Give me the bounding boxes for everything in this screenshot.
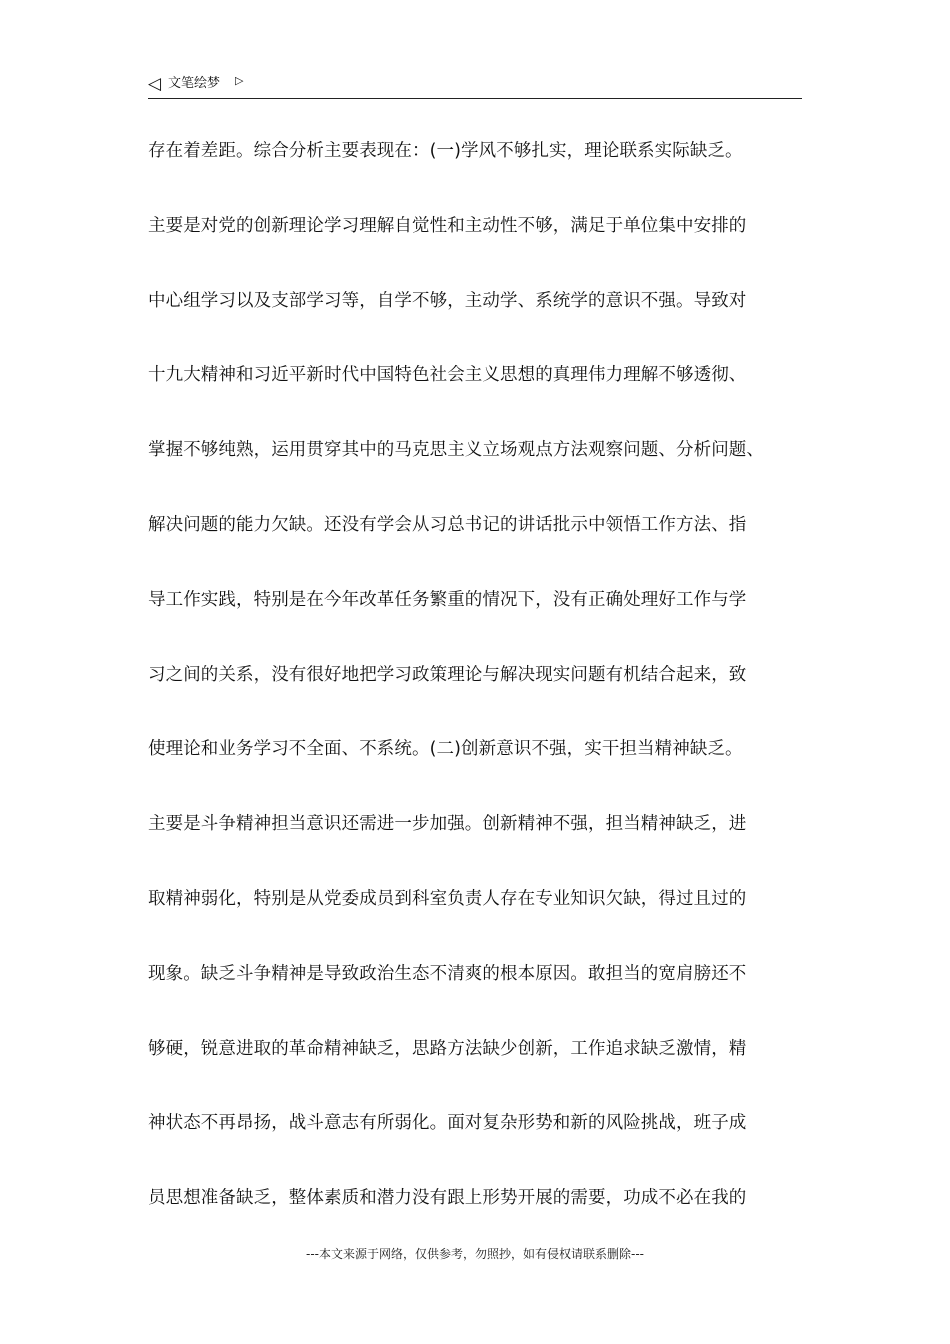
text-line: 够硬，锐意进取的革命精神缺乏，思路方法缺少创新，工作追求缺乏激情，精 (148, 1038, 747, 1059)
page-footer: ---本文来源于网络，仅供参考，勿照抄，如有侵权请联系删除--- (306, 1247, 644, 1261)
text-line: 导工作实践，特别是在今年改革任务繁重的情况下，没有正确处理好工作与学 (148, 589, 747, 610)
text-line: 取精神弱化，特别是从党委成员到科室负责人存在专业知识欠缺，得过且过的 (148, 888, 747, 909)
left-triangle-icon: ◁ (148, 74, 162, 94)
document-body (148, 134, 808, 1256)
text-line: 习之间的关系，没有很好地把学习政策理论与解决现实问题有机结合起来，致 (148, 664, 747, 685)
text-line: 使理论和业务学习不全面、不系统。(二)创新意识不强，实干担当精神缺乏。 (148, 739, 743, 760)
text-line: 现象。缺乏斗争精神是导致政治生态不清爽的根本原因。敢担当的宽肩膀还不 (148, 963, 747, 984)
text-line: 中心组学习以及支部学习等，自学不够，主动学、系统学的意识不强。导致对 (148, 290, 747, 311)
right-triangle-icon: ▷ (235, 74, 244, 87)
page-header (148, 72, 802, 99)
text-line: 掌握不够纯熟，运用贯穿其中的马克思主义立场观点方法观察问题、分析问题、 (148, 440, 764, 461)
text-line: 十九大精神和习近平新时代中国特色社会主义思想的真理伟力理解不够透彻、 (148, 365, 747, 386)
text-line: 员思想准备缺乏，整体素质和潜力没有跟上形势开展的需要，功成不必在我的 (148, 1188, 747, 1209)
header-title: 文笔绘梦 (168, 76, 221, 91)
text-line: 主要是斗争精神担当意识还需进一步加强。创新精神不强，担当精神缺乏，进 (148, 814, 747, 835)
text-line: 主要是对党的创新理论学习理解自觉性和主动性不够，满足于单位集中安排的 (148, 215, 747, 236)
text-line: 存在着差距。综合分析主要表现在：(一)学风不够扎实，理论联系实际缺乏。 (148, 141, 743, 161)
text-line: 神状态不再昂扬，战斗意志有所弱化。面对复杂形势和新的风险挑战，班子成 (148, 1113, 747, 1134)
text-line: 解决问题的能力欠缺。还没有学会从习总书记的讲话批示中领悟工作方法、指 (148, 514, 747, 535)
